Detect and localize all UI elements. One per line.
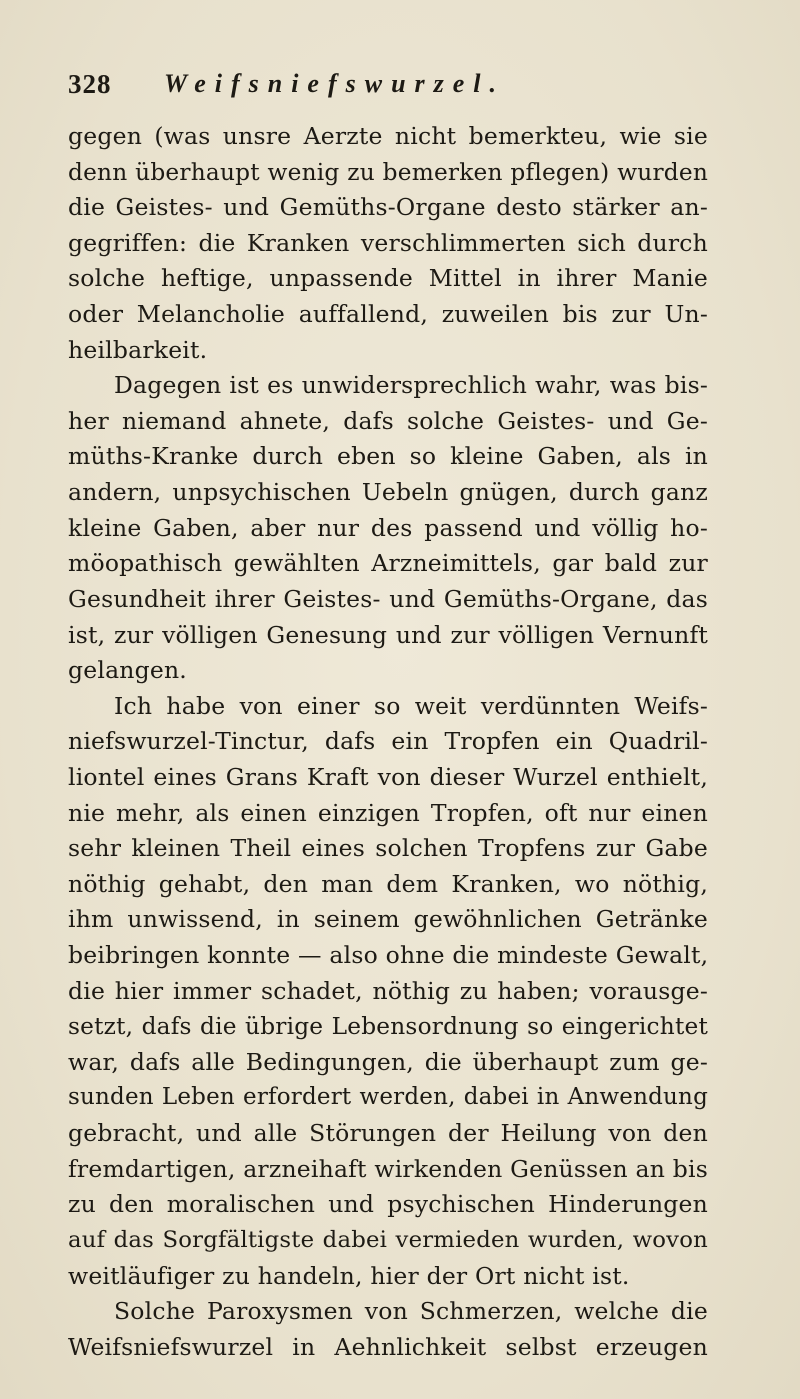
text-line: gegen (was unsre Aerzte nicht bemerkteu, wie sie [68,122,708,150]
text-line: fremdartigen, arzneihaft wirkenden Genüssen an bis [68,1154,708,1183]
text-line: Weifsniefswurzel in Aehnlichkeit selbst erzeugen [68,1332,708,1361]
text-line: ihm unwissend, in seinem gewöhnlichen Getränke [68,905,708,934]
text-line: gegriffen: die Kranken verschlimmerten sich durch [68,228,708,257]
paragraph-start-line: Solche Paroxysmen von Schmerzen, welche die [114,1297,708,1326]
text-line: zu den moralischen und psychischen Hinderungen [68,1190,708,1219]
text-line: weitläufiger zu handeln, hier der Ort nicht ist. [68,1261,630,1290]
text-line: gelangen. [68,656,187,685]
text-line: sunden Leben erfordert werden, dabei in Anwendung [68,1084,708,1111]
text-line: oder Melancholie auffallend, zuweilen bis zur Un- [68,300,708,329]
text-line: die hier immer schadet, nöthig zu haben; vorausge- [68,976,708,1005]
text-line: ist, zur völligen Genesung und zur völligen Vernunft [68,620,708,649]
text-line: nöthig gehabt, den man dem Kranken, wo nöthig, [68,869,708,898]
paragraph-start-line: Ich habe von einer so weit verdünnten Weifs- [114,691,708,720]
page-header [68,66,688,102]
paragraph-start-line: Dagegen ist es unwidersprechlich wahr, was bis- [114,371,708,400]
text-line: beibringen konnte — also ohne die mindeste Gewalt, [68,941,709,970]
running-title: Weifsniefswurzel. [164,69,506,98]
text-line: niefswurzel-Tinctur, dafs ein Tropfen ein Quadril- [68,727,708,756]
text-line: die Geistes- und Gemüths-Organe desto stärker an- [68,193,708,222]
text-line: liontel eines Grans Kraft von dieser Wurzel enthielt, [68,762,708,791]
text-line: war, dafs alle Bedingungen, die überhaupt zum ge- [68,1047,708,1076]
text-line: andern, unpsychischen Uebeln gnügen, durch ganz [68,478,708,507]
body-text [68,119,708,1365]
text-line: Gesundheit ihrer Geistes- und Gemüths-Organe, das [68,584,708,613]
page-number: 328 [68,69,112,99]
text-line: gebracht, und alle Störungen der Heilung von den [68,1119,708,1148]
text-line: möopathisch gewählten Arzneimittels, gar bald zur [68,549,708,578]
text-line: müths-Kranke durch eben so kleine Gaben, als in [68,442,708,471]
text-line: denn überhaupt wenig zu bemerken pflegen) wurden [68,158,708,186]
text-line: nie mehr, als einen einzigen Tropfen, oft nur einen [68,798,708,827]
text-line: auf das Sorgfältigste dabei vermieden wurden, wovon [68,1226,708,1253]
text-line: solche heftige, unpassende Mittel in ihrer Manie [68,264,708,293]
text-line: sehr kleinen Theil eines solchen Tropfens zur Gabe [68,834,708,863]
text-line: heilbarkeit. [68,335,208,364]
text-line: kleine Gaben, aber nur des passend und völlig ho- [68,513,708,542]
text-line: setzt, dafs die übrige Lebensordnung so eingerichtet [68,1013,708,1041]
text-line: her niemand ahnete, dafs solche Geistes- und Ge- [68,406,708,435]
